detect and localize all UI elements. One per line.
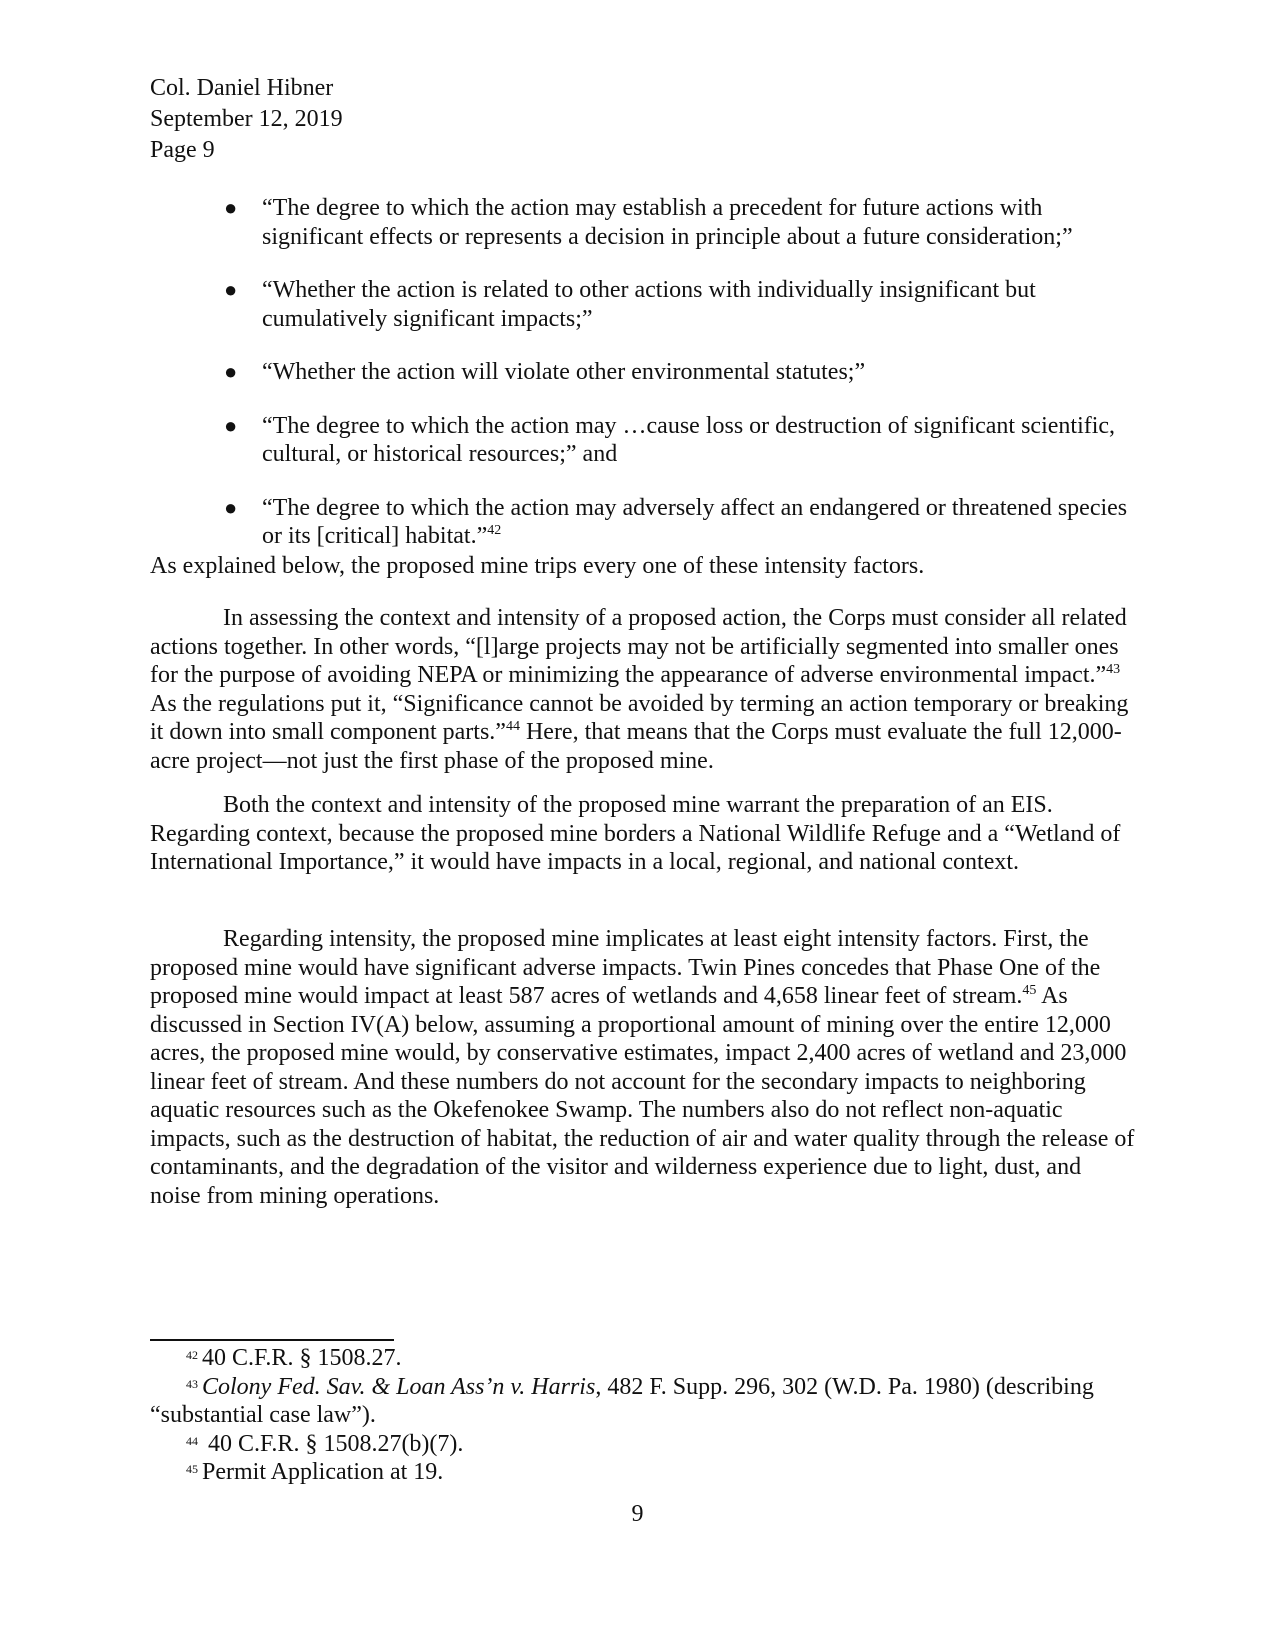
- footnote-ref-42[interactable]: 42: [487, 523, 502, 538]
- list-item: [150, 494, 1130, 551]
- footnote-text: 40 C.F.R. § 1508.27.: [202, 1345, 402, 1371]
- footnote-mark: 45: [186, 1462, 198, 1476]
- paragraph-context: [150, 791, 1135, 877]
- footnote-42: [150, 1344, 1135, 1373]
- header-recipient: Col. Daniel Hibner: [150, 75, 334, 101]
- footnote-ref-44[interactable]: 44: [505, 719, 520, 734]
- letter-header: [150, 73, 343, 166]
- footnote-text: 40 C.F.R. § 1508.27(b)(7).: [202, 1430, 464, 1457]
- paragraph-intensity-summary: [150, 552, 1135, 581]
- list-item-text: “The degree to which the action may establish a precedent for future actions with significant effects or represents a decision in principle about a future consideration;”: [262, 195, 1073, 250]
- footnote-45: [150, 1458, 1135, 1487]
- footnote-mark: 43: [186, 1376, 198, 1391]
- footnote-text: Permit Application at 19.: [202, 1459, 444, 1485]
- footnote-text: , 482 F. Supp. 296, 302 (W.D. Pa. 1980) (describing “substantial case law”).: [150, 1373, 1094, 1428]
- list-item: [150, 412, 1130, 469]
- list-item-text: “The degree to which the action may adversely affect an endangered or threatened species or its [critical] habitat.”: [262, 494, 1128, 549]
- footnote-mark: 44: [186, 1433, 198, 1448]
- list-item: [150, 276, 1130, 333]
- paragraph-text: As discussed in Section IV(A) below, assuming a proportional amount of mining over the entire 12,000 acres, the proposed mine would, by conservative estimates, impact 2,400 acres of wetland and 23,000 linear feet of stream. And these numbers do not account for the secondary impacts to neighboring aquatic resources such as the Okefenokee Swamp. The numbers also do not reflect non-aquatic impacts, such as the destruction of habitat, the reduction of air and water quality through the release of contaminants, and the degradation of the visitor and wilderness experience due to light, dust, and noise from mining operations.: [150, 983, 1135, 1209]
- paragraph-text: As explained below, the proposed mine trips every one of these intensity factors.: [150, 553, 925, 579]
- bullet-icon: ●: [224, 494, 238, 520]
- footnote-44: [150, 1430, 1135, 1459]
- footnote-43: [150, 1373, 1135, 1430]
- paragraph-text: Here, that means that the Corps must evaluate the full 12,000-acre project—not just the first phase of the proposed mine.: [150, 719, 1122, 774]
- list-item-text: “Whether the action is related to other actions with individually insignificant but cumulatively significant impacts;”: [262, 277, 1036, 332]
- footnote-ref-43[interactable]: 43: [1106, 662, 1121, 677]
- bullet-icon: ●: [224, 277, 238, 302]
- page-number: 9: [631, 1501, 644, 1527]
- footnote-divider: [150, 1339, 394, 1341]
- bullet-icon: ●: [224, 195, 238, 220]
- paragraph-segmentation: [150, 604, 1135, 775]
- footnotes: [150, 1344, 1135, 1487]
- header-page: Page 9: [150, 137, 215, 163]
- bullet-icon: ●: [224, 359, 238, 384]
- paragraph-text: In assessing the context and intensity of a proposed action, the Corps must consider all related actions together. In other words, “[l]arge projects may not be artificially segmented into smaller ones for the purpose of avoiding NEPA or minimizing the appearance of adverse environmental impact.”: [150, 605, 1127, 688]
- intensity-factor-list: [150, 194, 1130, 576]
- paragraph-intensity: [150, 925, 1135, 1210]
- list-item: [150, 194, 1130, 251]
- bullet-icon: ●: [224, 412, 238, 438]
- footnote-case-name: Colony Fed. Sav. & Loan Ass’n v. Harris: [202, 1373, 596, 1400]
- paragraph-text: As the regulations put it, “Significance cannot be avoided by terming an action temporary or breaking it down into small component parts.”: [150, 690, 1129, 745]
- footnote-mark: 42: [186, 1348, 198, 1362]
- list-item: [150, 358, 1130, 387]
- paragraph-text: Both the context and intensity of the proposed mine warrant the preparation of an EIS. Regarding context, because the proposed mine borders a National Wildlife Refuge and a “Wetland of International Importance,” it would have impacts in a local, regional, and national context.: [150, 792, 1121, 875]
- list-item-text: “Whether the action will violate other environmental statutes;”: [262, 359, 866, 385]
- footnote-ref-45[interactable]: 45: [1022, 983, 1037, 998]
- header-date: September 12, 2019: [150, 106, 343, 132]
- paragraph-text: Regarding intensity, the proposed mine implicates at least eight intensity factors. First, the proposed mine would have significant adverse impacts. Twin Pines concedes that Phase One of the proposed mine would impact at least 587 acres of wetlands and 4,658 linear feet of stream.: [150, 926, 1101, 1009]
- list-item-text: “The degree to which the action may …cause loss or destruction of significant scientific, cultural, or historical resources;” and: [262, 412, 1116, 467]
